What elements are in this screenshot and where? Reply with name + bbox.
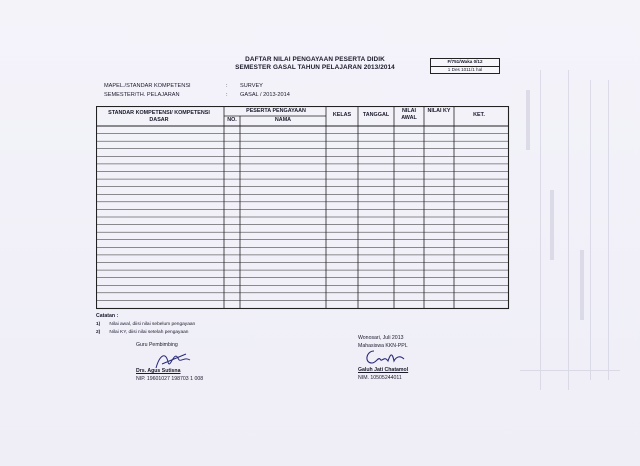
semester-value: GASAL / 2013-2014 bbox=[240, 92, 290, 98]
advisor-nip: NIP. 19601027 198703 1 008 bbox=[136, 376, 204, 382]
form-code: F/751/Waka 0/12 bbox=[431, 59, 499, 67]
header-no: NO. bbox=[227, 117, 237, 123]
header-class: KELAS bbox=[332, 112, 352, 118]
form-code-box bbox=[430, 58, 500, 74]
document-subtitle: SEMESTER GASAL TAHUN PELAJARAN 2013/2014 bbox=[235, 64, 395, 71]
note-text: Nilai KY, diisi nilai setelah pengayaan bbox=[109, 330, 189, 335]
student-role: Mahasiswa KKN-PPL bbox=[358, 343, 408, 349]
note-item bbox=[96, 322, 195, 327]
note-item bbox=[96, 330, 188, 335]
header-final-score: NILAI KY bbox=[427, 108, 451, 114]
form-revision: 1 Des 1011/1 hal bbox=[447, 66, 483, 72]
semester-colon: : bbox=[226, 92, 228, 98]
student-name: Galuh Jati Chatamol bbox=[358, 367, 409, 373]
note-text: Nilai awal, diisi nilai sebelum pengayaan bbox=[109, 322, 196, 327]
place-date: Wonosari, Juli 2013 bbox=[358, 335, 404, 341]
header-participants: PESERTA PENGAYAAN bbox=[246, 108, 306, 114]
student-signature bbox=[362, 347, 412, 367]
subject-colon: : bbox=[226, 83, 228, 89]
header-initial-score: NILAI AWAL bbox=[401, 108, 417, 121]
bleed-through-marks bbox=[520, 70, 620, 400]
document-title: DAFTAR NILAI PENGAYAAN PESERTA DIDIK bbox=[245, 56, 385, 63]
student-nim: NIM. 10505244011 bbox=[358, 375, 402, 381]
header-competency: STANDAR KOMPETENSI/ KOMPETENSI DASAR bbox=[108, 110, 210, 123]
enrichment-table-grid bbox=[96, 106, 534, 310]
note-number: 1) bbox=[96, 322, 101, 327]
semester-label: SEMESTER/TH. PELAJARAN bbox=[104, 92, 180, 98]
header-note: KET. bbox=[473, 112, 485, 118]
notes-heading: Catatan : bbox=[96, 313, 119, 319]
subject-value: SURVEY bbox=[240, 83, 263, 89]
subject-label: MAPEL./STANDAR KOMPETENSI bbox=[104, 83, 191, 89]
header-name: NAMA bbox=[274, 117, 292, 123]
note-number: 2) bbox=[96, 330, 101, 335]
header-date: TANGGAL bbox=[362, 112, 390, 118]
advisor-role: Guru Pembimbing bbox=[136, 342, 178, 348]
advisor-name: Drs. Agus Sutisna bbox=[136, 368, 181, 374]
